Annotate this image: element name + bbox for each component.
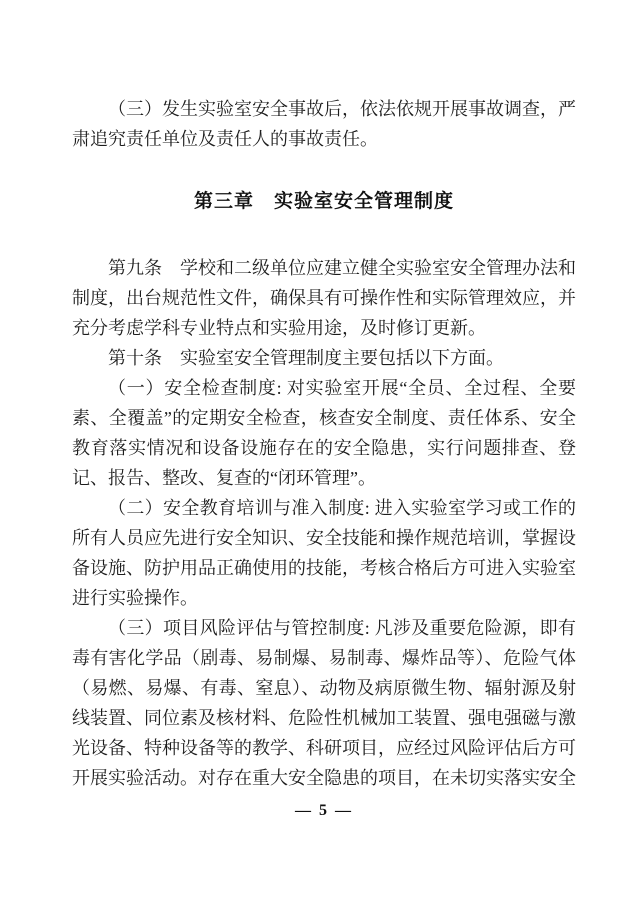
paragraph-article-10: 第十条 实验室安全管理制度主要包括以下方面。 bbox=[108, 348, 504, 368]
paragraph-item-3-risk-assessment: （三）项目风险评估与管控制度: 凡涉及重要危险源，即有毒有害化学品（剧毒、易制爆、易制毒、爆炸品等）、危险气体（易燃、易爆、有毒、窒息）、动物及病原微生物、辐射源及射线装置、同位素及核材料、危险性机械加工装置、强电强磁与激光设备、特种设备等的教学、科研项目，应经过风险评估后方可开展实验活动。对存在重大安全隐患的项目，在未切实落实安全 bbox=[72, 618, 576, 788]
paragraph-item-2-training-access: （二）安全教育培训与准入制度: 进入实验室学习或工作的所有人员应先进行安全知识、安全技能和操作规范培训，掌握设备设施、防护用品正确使用的技能，考核合格后方可进入实验室进行实验操作。 bbox=[72, 498, 576, 608]
paragraph-accident-investigation: （三）发生实验室安全事故后，依法依规开展事故调查，严肃追究责任单位及责任人的事故责任。 bbox=[72, 99, 576, 149]
paragraph-item-1-safety-inspection: （一）安全检查制度: 对实验室开展“全员、全过程、全要素、全覆盖”的定期安全检查，核查安全制度、责任体系、安全教育落实情况和设备设施存在的安全隐患，实行问题排查、登记、报告、整改、复查的“闭环管理”。 bbox=[72, 378, 576, 488]
paragraph-article-9: 第九条 学校和二级单位应建立健全实验室安全管理办法和制度，出台规范性文件，确保具有可操作性和实际管理效应，并充分考虑学科专业特点和实验用途，及时修订更新。 bbox=[72, 258, 576, 338]
page-number: — 5 — bbox=[295, 802, 353, 819]
chapter-heading: 第三章 实验室安全管理制度 bbox=[193, 191, 454, 212]
